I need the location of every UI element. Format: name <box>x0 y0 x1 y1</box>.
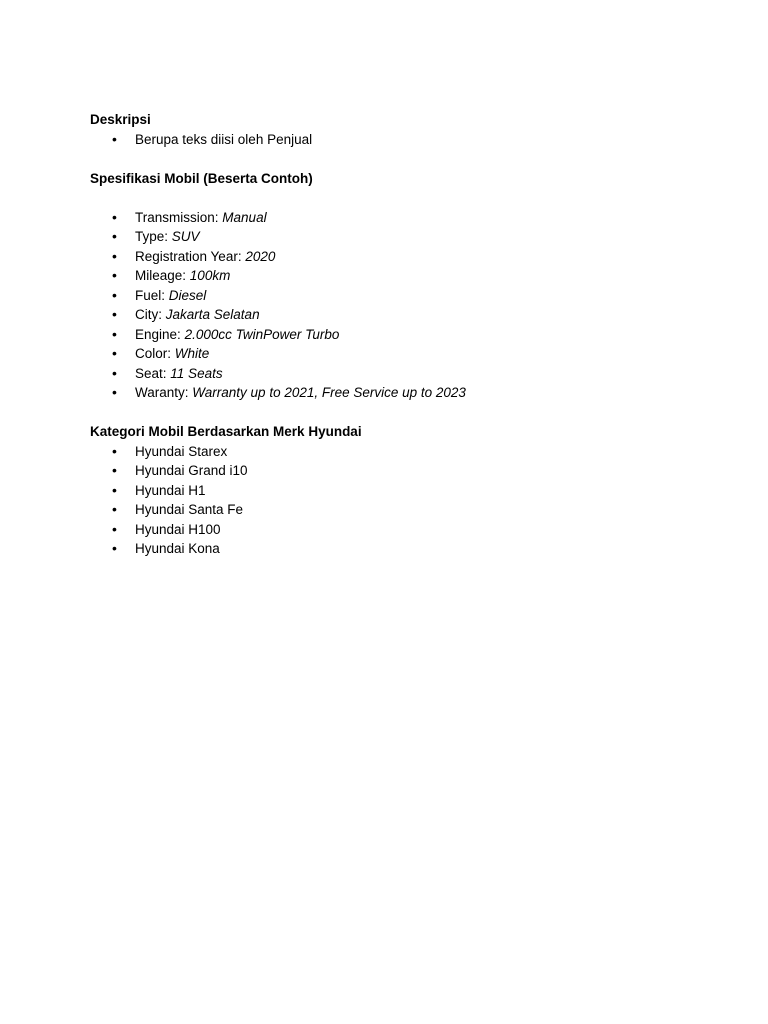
spec-label: Type: <box>135 229 169 244</box>
spec-value: White <box>174 346 210 361</box>
spesifikasi-heading: Spesifikasi Mobil (Beserta Contoh) <box>90 170 313 186</box>
spec-value: Diesel <box>168 287 207 303</box>
spec-label: Mileage: <box>135 268 187 283</box>
list-item <box>90 500 710 520</box>
spec-value: 11 Seats <box>170 365 223 381</box>
bullet-icon: • <box>112 540 117 556</box>
deskripsi-heading: Deskripsi <box>90 112 151 127</box>
kategori-item-text: Hyundai Santa Fe <box>135 502 244 517</box>
spec-label: Registration Year: <box>135 248 242 264</box>
spec-label: Color: <box>135 346 172 361</box>
list-item <box>90 442 710 462</box>
spec-value: Warranty up to 2021, Free Service up to 2023 <box>192 385 466 400</box>
bullet-icon: • <box>112 228 117 244</box>
deskripsi-list <box>90 130 710 150</box>
spec-item-waranty <box>90 383 710 403</box>
bullet-icon: • <box>112 286 117 303</box>
spec-label: Engine: <box>135 326 181 342</box>
spec-label: Transmission: <box>135 209 219 225</box>
deskripsi-item-text: Berupa teks diisi oleh Penjual <box>135 131 313 147</box>
spec-item-registration-year <box>90 247 710 267</box>
spec-value: 2020 <box>245 248 276 264</box>
bullet-icon: • <box>112 364 117 381</box>
bullet-icon: • <box>112 345 117 361</box>
spec-label: Seat: <box>135 365 167 381</box>
list-item <box>90 481 710 501</box>
spec-item-fuel <box>90 286 710 306</box>
spesifikasi-list <box>90 208 710 403</box>
spec-value: Jakarta Selatan <box>165 307 260 322</box>
spec-item-color <box>90 344 710 364</box>
spec-item-engine <box>90 325 710 345</box>
bullet-icon: • <box>112 247 117 264</box>
list-item <box>90 520 710 540</box>
bullet-icon: • <box>112 130 117 147</box>
bullet-icon: • <box>112 306 117 322</box>
spec-item-type <box>90 227 710 247</box>
list-item <box>90 130 710 150</box>
spec-item-mileage <box>90 266 710 286</box>
spec-value: 100km <box>189 268 231 283</box>
spec-value: 2.000cc TwinPower Turbo <box>184 326 340 342</box>
kategori-heading: Kategori Mobil Berdasarkan Merk Hyundai <box>90 424 362 439</box>
kategori-item-text: Hyundai H100 <box>135 521 221 537</box>
bullet-icon: • <box>112 442 117 459</box>
spec-label: Fuel: <box>135 287 166 303</box>
kategori-item-text: Hyundai H1 <box>135 482 206 498</box>
spec-value: SUV <box>171 229 200 244</box>
bullet-icon: • <box>112 501 117 517</box>
spec-value: Manual <box>222 209 267 225</box>
bullet-icon: • <box>112 208 117 225</box>
spec-item-city <box>90 305 710 325</box>
kategori-item-text: Hyundai Starex <box>135 443 228 459</box>
bullet-icon: • <box>112 267 117 283</box>
bullet-icon: • <box>112 462 117 478</box>
kategori-item-text: Hyundai Kona <box>135 541 220 556</box>
list-item <box>90 539 710 559</box>
list-item <box>90 461 710 481</box>
bullet-icon: • <box>112 481 117 498</box>
bullet-icon: • <box>112 520 117 537</box>
bullet-icon: • <box>112 325 117 342</box>
spec-label: City: <box>135 307 162 322</box>
spec-label: Waranty: <box>135 385 189 400</box>
kategori-list <box>90 442 710 559</box>
bullet-icon: • <box>112 384 117 400</box>
kategori-item-text: Hyundai Grand i10 <box>135 463 248 478</box>
spec-item-transmission <box>90 208 710 228</box>
document-page <box>90 110 710 559</box>
spec-item-seat <box>90 364 710 384</box>
